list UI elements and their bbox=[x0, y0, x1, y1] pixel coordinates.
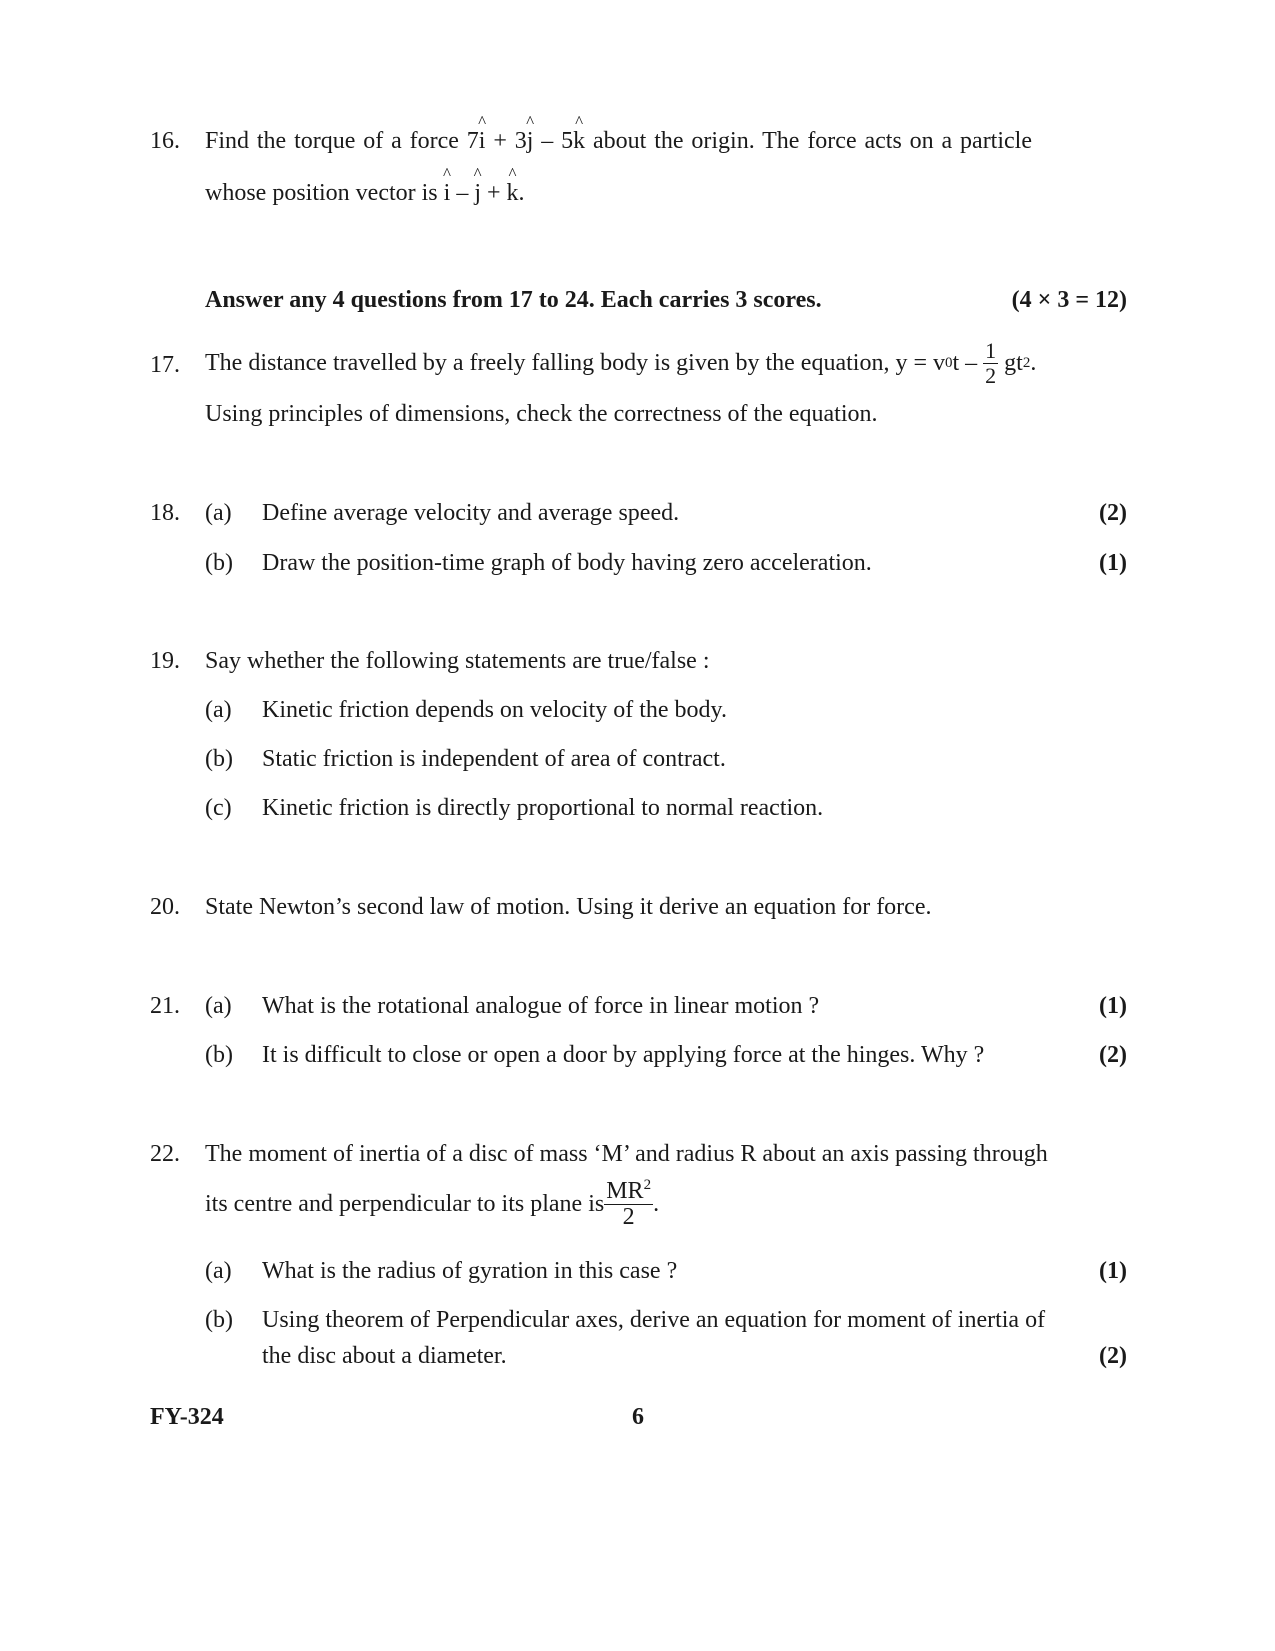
q21-b-label: (b) bbox=[205, 1042, 233, 1068]
footer-code: FY-324 bbox=[150, 1404, 224, 1430]
q16-line2: whose position vector is ^ i – ^ j + ^ k. bbox=[205, 180, 525, 207]
q19-b-label: (b) bbox=[205, 746, 233, 772]
q19-c-text: Kinetic friction is directly proportional to normal reaction. bbox=[262, 795, 824, 821]
q18-b-label: (b) bbox=[205, 550, 233, 576]
q20-number: 20. bbox=[150, 894, 180, 920]
q21-b-marks: (2) bbox=[1099, 1042, 1127, 1068]
q20-text: State Newton’s second law of motion. Using it derive an equation for force. bbox=[205, 894, 932, 920]
q18-b-text: Draw the position-time graph of body having zero acceleration. bbox=[262, 550, 872, 576]
q19-number: 19. bbox=[150, 648, 180, 674]
q19-a-label: (a) bbox=[205, 697, 232, 723]
q22-b-label: (b) bbox=[205, 1307, 233, 1333]
q22-a-label: (a) bbox=[205, 1258, 232, 1284]
q16-line1: Find the torque of a force 7^ i + 3^ j – 5^ k about the origin. The force acts on a particle bbox=[205, 128, 1032, 155]
q18-a-text: Define average velocity and average speed. bbox=[262, 500, 680, 526]
q17-line1: The distance travelled by a freely falling body is given by the equation, y = v 0 t – $\frac{1}{2}$ gt 2 . bbox=[205, 338, 1037, 388]
q18-a-label: (a) bbox=[205, 500, 232, 526]
q18-b-marks: (1) bbox=[1099, 550, 1127, 576]
section-instructions: Answer any 4 questions from 17 to 24. Each carries 3 scores. bbox=[205, 287, 822, 313]
q18-number: 18. bbox=[150, 500, 180, 526]
q17-line2: Using principles of dimensions, check the correctness of the equation. bbox=[205, 401, 878, 427]
q19-intro: Say whether the following statements are true/false : bbox=[205, 648, 710, 674]
section-marks: (4 × 3 = 12) bbox=[1011, 287, 1127, 313]
page-number: 6 bbox=[632, 1404, 644, 1430]
q22-b-text-line1: Using theorem of Perpendicular axes, derive an equation for moment of inertia of bbox=[262, 1307, 1046, 1333]
q17-fraction: $\frac{1}{2}$ bbox=[985, 338, 997, 388]
q17-number: 17. bbox=[150, 352, 180, 378]
q21-a-marks: (1) bbox=[1099, 993, 1127, 1019]
q21-a-text: What is the rotational analogue of force in linear motion ? bbox=[262, 993, 820, 1019]
q19-c-label: (c) bbox=[205, 795, 232, 821]
q19-b-text: Static friction is independent of area of contract. bbox=[262, 746, 726, 772]
q21-b-text: It is difficult to close or open a door by applying force at the hinges. Why ? bbox=[262, 1042, 985, 1068]
q22-b-text-line2: the disc about a diameter. bbox=[262, 1343, 507, 1369]
q22-number: 22. bbox=[150, 1141, 180, 1167]
q22-line2: its centre and perpendicular to its plane is $\frac{MR^2}{2}$ . bbox=[205, 1176, 660, 1230]
q19-a-text: Kinetic friction depends on velocity of the body. bbox=[262, 697, 727, 723]
q22-a-marks: (1) bbox=[1099, 1258, 1127, 1284]
q21-a-label: (a) bbox=[205, 993, 232, 1019]
q22-line1: The moment of inertia of a disc of mass ‘M’ and radius R about an axis passing through bbox=[205, 1141, 1048, 1167]
q16-number: 16. bbox=[150, 128, 180, 154]
q22-a-text: What is the radius of gyration in this case ? bbox=[262, 1258, 678, 1284]
q22-b-marks: (2) bbox=[1099, 1343, 1127, 1369]
q21-number: 21. bbox=[150, 993, 180, 1019]
q22-fraction: $\frac{MR^2}{2}$ bbox=[606, 1176, 652, 1230]
q18-a-marks: (2) bbox=[1099, 500, 1127, 526]
